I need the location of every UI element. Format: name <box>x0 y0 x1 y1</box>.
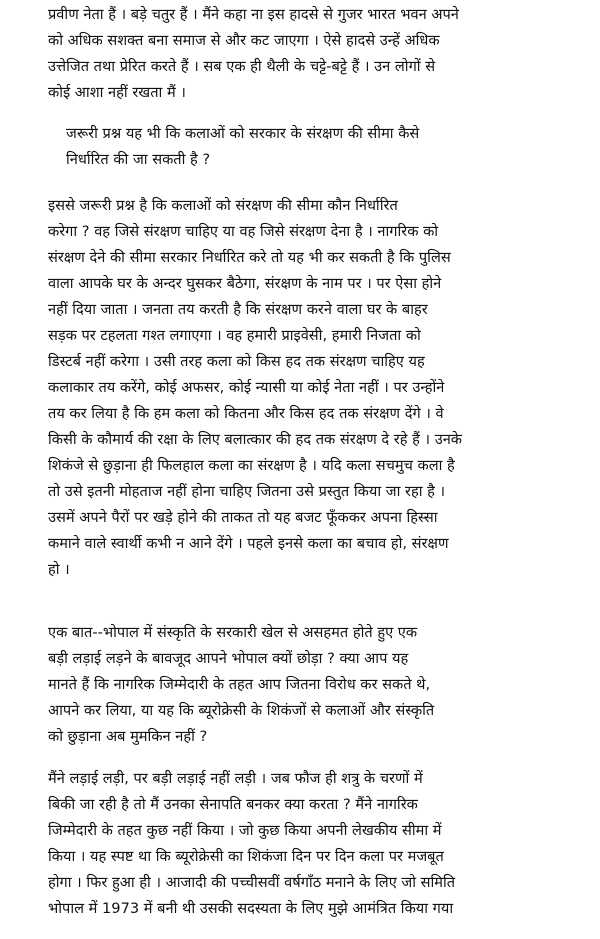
text-line: भोपाल में 1973 में बनी थी उसकी सदस्यता के लिए मुझे आमंत्रित किया गया <box>48 900 454 917</box>
text-line: तो उसे इतनी मोहताज नहीं होना चाहिए जितना उसे प्रस्तुत किया जा रहा है । <box>48 483 446 500</box>
text-line: को अधिक सशक्त बना समाज से और कट जाएगा । ऐसे हादसे उन्हें अधिक <box>48 32 440 49</box>
text-line: डिस्टर्ब नहीं करेगा । उसी तरह कला को किस हद तक संरक्षण चाहिए यह <box>48 353 425 370</box>
question-paragraph-1 <box>66 121 578 173</box>
text-line: नहीं दिया जाता । जनता तय करती है कि संरक्षण करने वाला घर के बाहर <box>48 301 428 318</box>
text-line: मानते हैं कि नागरिक जिम्मेदारी के तहत आप जितना विरोध कर सकते थे, <box>48 676 431 693</box>
text-line: को छुड़ाना अब मुमकिन नहीं ? <box>48 728 208 745</box>
text-line: करेगा ? वह जिसे संरक्षण चाहिए या वह जिसे संरक्षण देना है । नागरिक को <box>48 223 439 240</box>
text-line: बड़ी लड़ाई लड़ने के बावजूद आपने भोपाल क्यों छोड़ा ? क्या आप यह <box>48 650 409 667</box>
text-line: बिकी जा रही है तो मैं उनका सेनापति बनकर क्या करता ? मैंने नागरिक <box>48 796 418 813</box>
text-line: कमाने वाले स्वार्थी कभी न आने देंगे । पहले इनसे कला का बचाव हो, संरक्षण <box>48 535 449 552</box>
text-line: किया । यह स्पष्ट था कि ब्यूरोक्रेसी का शिकंजा दिन पर दिन कला पर मजबूत <box>48 848 444 865</box>
text-line: मैंने लड़ाई लड़ी, पर बड़ी लड़ाई नहीं लड़ी । जब फौज ही शत्रु के चरणों में <box>48 770 423 787</box>
text-line: हो । <box>48 561 70 578</box>
text-line: तय कर लिया है कि हम कला को कितना और किस हद तक संरक्षण देंगे । वे <box>48 405 444 422</box>
text-line: एक बात--भोपाल में संस्कृति के सरकारी खेल से असहमत होते हुए एक <box>48 624 418 641</box>
text-line: जिम्मेदारी के तहत कुछ नहीं किया । जो कुछ किया अपनी लेखकीय सीमा में <box>48 822 442 839</box>
answer-paragraph-1 <box>48 2 578 106</box>
answer-paragraph-3 <box>48 766 578 922</box>
text-line: आपने कर लिया, या यह कि ब्यूरोक्रेसी के शिकंजों से कलाओं और संस्कृति <box>48 702 435 719</box>
text-line: किसी के कौमार्य की रक्षा के लिए बलात्कार की हद तक संरक्षण दे रहे हैं । उनके <box>48 431 462 448</box>
text-line: संरक्षण देने की सीमा सरकार निर्धारित करे तो यह भी कर सकती है कि पुलिस <box>48 249 451 266</box>
question-paragraph-2 <box>48 620 578 750</box>
text-line: निर्धारित की जा सकती है ? <box>66 151 211 168</box>
text-line: प्रवीण नेता हैं । बड़े चतुर हैं । मैंने कहा ना इस हादसे से गुजर भारत भवन अपने <box>48 6 459 23</box>
text-line: सड़क पर टहलता गश्त लगाएगा । वह हमारी प्राइवेसी, हमारी निजता को <box>48 327 421 344</box>
text-line: होगा । फिर हुआ ही । आजादी की पच्चीसवीं वर्षगाँठ मनाने के लिए जो समिति <box>48 874 456 891</box>
text-line: वाला आपके घर के अन्दर घुसकर बैठेगा, संरक्षण के नाम पर । पर ऐसा होने <box>48 275 442 292</box>
text-line: कोई आशा नहीं रखता मैं । <box>48 84 186 101</box>
text-line: कलाकार तय करेंगे, कोई अफसर, कोई न्यासी या कोई नेता नहीं । पर उन्होंने <box>48 379 445 396</box>
text-line: शिकंजे से छुड़ाना ही फिलहाल कला का संरक्षण है । यदि कला सचमुच कला है <box>48 457 455 474</box>
text-line: उत्तेजित तथा प्रेरित करते हैं । सब एक ही थैली के चट्टे-बट्टे हैं । उन लोगों से <box>48 58 436 75</box>
text-line: इससे जरूरी प्रश्न है कि कलाओं को संरक्षण की सीमा कौन निर्धारित <box>48 197 398 214</box>
answer-paragraph-2 <box>48 193 578 583</box>
text-line: उसमें अपने पैरों पर खड़े होने की ताकत तो यह बजट फूँककर अपना हिस्सा <box>48 509 438 526</box>
text-line: जरूरी प्रश्न यह भी कि कलाओं को सरकार के संरक्षण की सीमा कैसे <box>66 125 420 142</box>
